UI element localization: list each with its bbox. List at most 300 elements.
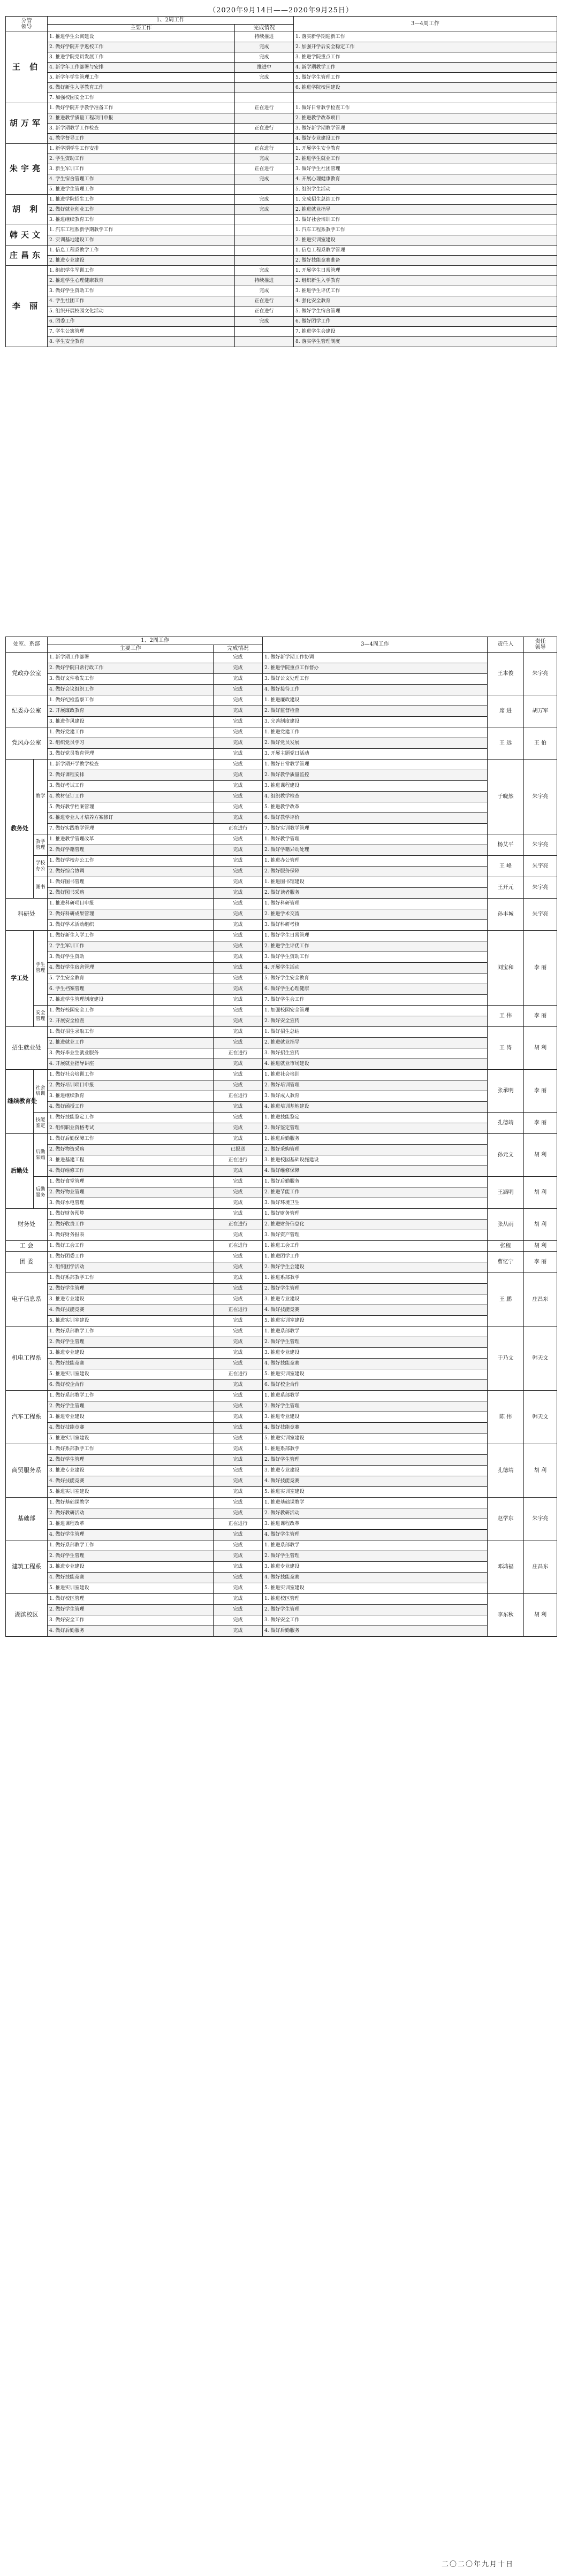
table-row — [6, 706, 557, 717]
table-row — [6, 93, 557, 103]
responsible-person: 王 伟 — [488, 1006, 524, 1027]
task-week34: 3. 推进专业建设 — [263, 1412, 488, 1423]
task-status: 正在进行 — [214, 1091, 263, 1102]
task-week12: 3. 新生军训工作 — [48, 164, 235, 174]
department-name: 汽车工程系 — [6, 1391, 48, 1444]
leader-name: 胡 利 — [6, 195, 48, 225]
task-week34: 3. 完善制度建设 — [263, 717, 488, 727]
table-row — [6, 1466, 557, 1476]
task-status: 完成 — [235, 195, 294, 205]
task-week12: 6. 团委工作 — [48, 317, 235, 327]
task-week34: 6. 做好教学评价 — [263, 813, 488, 824]
table-row — [6, 1401, 557, 1412]
task-status: 持续推进 — [235, 276, 294, 286]
task-week34: 1. 加强校园安全管理 — [263, 1006, 488, 1016]
responsible-leader: 王 伯 — [524, 727, 557, 760]
task-week34: 4. 做好技能竞赛 — [263, 1305, 488, 1316]
table-row — [6, 867, 557, 877]
responsible-person: 于晓然 — [488, 760, 524, 834]
responsible-person: 张从雨 — [488, 1209, 524, 1241]
table-row — [6, 1573, 557, 1583]
responsible-person: 孔德靖 — [488, 1113, 524, 1134]
task-status: 完成 — [214, 1316, 263, 1327]
task-week12: 2. 推进教学质量工程项目申报 — [48, 113, 235, 124]
table-row — [6, 1273, 557, 1284]
task-status: 完成 — [214, 888, 263, 899]
task-status: 正在进行 — [214, 1048, 263, 1059]
table-row — [6, 1102, 557, 1113]
task-week12: 2. 做好科研成果管理 — [48, 909, 214, 920]
task-status: 完成 — [235, 42, 294, 52]
task-status: 完成 — [214, 653, 263, 663]
task-week34: 5. 组织学生活动 — [294, 185, 557, 195]
table-row — [6, 1444, 557, 1455]
task-week12: 5. 推进学生管理工作 — [48, 185, 235, 195]
date-range: （2020年9月14日——2020年9月25日） — [209, 6, 353, 14]
task-week34: 5. 做好学生安全教育 — [263, 973, 488, 984]
table-row — [6, 1423, 557, 1433]
task-week12: 3. 做好财务报表 — [48, 1230, 214, 1241]
task-week34: 5. 推进实训室建设 — [263, 1316, 488, 1327]
task-week34: 3. 做好新学期教学管理 — [294, 124, 557, 134]
task-week34: 3. 推进课程改革 — [263, 1519, 488, 1530]
task-week34: 2. 做好学生管理 — [263, 1337, 488, 1348]
table-row — [6, 1626, 557, 1637]
task-status: 完成 — [214, 1113, 263, 1123]
task-status: 完成 — [214, 1337, 263, 1348]
task-week34: 3. 推进课程建设 — [263, 781, 488, 792]
table-row — [6, 813, 557, 824]
task-status: 完成 — [214, 1530, 263, 1540]
task-week12: 1. 汽车工程系新学期教学工作 — [48, 225, 235, 235]
task-week34: 1. 做好日常教学管理 — [263, 760, 488, 770]
task-status: 完成 — [214, 1348, 263, 1359]
table-row — [6, 317, 557, 327]
task-week12: 1. 组织学生军训工作 — [48, 266, 235, 276]
table-row — [6, 920, 557, 931]
task-week34 — [294, 93, 557, 103]
task-status: 推进中 — [235, 63, 294, 73]
task-week12: 1. 做好工会工作 — [48, 1241, 214, 1252]
task-week34: 4. 做好后勤服务 — [263, 1626, 488, 1637]
task-status: 完成 — [214, 1444, 263, 1455]
task-status: 完成 — [214, 1605, 263, 1615]
task-week34: 5. 推进实训室建设 — [263, 1583, 488, 1594]
table-row — [6, 1123, 557, 1134]
task-week12: 6. 做好校企合作 — [48, 1380, 214, 1391]
task-week12: 7. 学生公寓管理 — [48, 327, 235, 337]
task-week12: 1. 做好校区管理 — [48, 1594, 214, 1605]
leader-name: 朱宇亮 — [6, 144, 48, 195]
table-row — [6, 1412, 557, 1423]
table-row — [6, 225, 557, 235]
responsible-leader: 胡 利 — [524, 1209, 557, 1241]
task-week12: 1. 做好技能鉴定工作 — [48, 1113, 214, 1123]
task-week12: 3. 推进基建工程 — [48, 1155, 214, 1166]
task-status: 完成 — [214, 663, 263, 674]
responsible-leader: 李 丽 — [524, 1252, 557, 1273]
task-status: 正在进行 — [235, 144, 294, 154]
task-week34: 4. 强化安全教育 — [294, 296, 557, 306]
task-week34: 6. 做好团学工作 — [294, 317, 557, 327]
task-status: 完成 — [214, 867, 263, 877]
table-row — [6, 185, 557, 195]
responsible-leader: 庄昌东 — [524, 1273, 557, 1327]
task-week12: 3. 做好党员教育管理 — [48, 749, 214, 760]
task-week12: 2. 组织党员学习 — [48, 738, 214, 749]
task-week12: 2. 做好收费工作 — [48, 1220, 214, 1230]
task-week34: 6. 做好校企合作 — [263, 1380, 488, 1391]
task-week34: 2. 推进就业指导 — [263, 1038, 488, 1048]
table-row — [6, 952, 557, 963]
task-status: 完成 — [214, 877, 263, 888]
table-row — [6, 52, 557, 63]
table-row — [6, 1048, 557, 1059]
responsible-person: 张程 — [488, 1241, 524, 1252]
task-status: 完成 — [214, 1209, 263, 1220]
task-week34: 1. 推进廉政建设 — [263, 695, 488, 706]
task-week34: 3. 推进专业建设 — [263, 1562, 488, 1573]
task-week12: 4. 做好学生宿舍管理 — [48, 963, 214, 973]
table-row — [6, 738, 557, 749]
task-status: 正在进行 — [214, 824, 263, 834]
task-status — [235, 113, 294, 124]
task-status: 完成 — [214, 1262, 263, 1273]
col-leader-header: 责任 领导 — [524, 637, 557, 653]
task-week34: 1. 做好新学期工作协调 — [263, 653, 488, 663]
table-row — [6, 174, 557, 185]
task-week12: 3. 做好考试工作 — [48, 781, 214, 792]
task-status: 完成 — [235, 154, 294, 164]
task-week12: 3. 做好毕业生就业服务 — [48, 1048, 214, 1059]
task-status — [235, 337, 294, 347]
task-week12: 5. 推进实训室建设 — [48, 1369, 214, 1380]
task-week34: 4. 做好技能竞赛 — [263, 1573, 488, 1583]
subsection-name: 后勤 服务 — [34, 1177, 48, 1209]
task-week34: 1. 推进办公管理 — [263, 856, 488, 867]
task-week34: 4. 新学期教学工作 — [294, 63, 557, 73]
task-week12: 2. 做好学生管理 — [48, 1455, 214, 1466]
task-week34: 3. 推进学生评优工作 — [294, 286, 557, 296]
task-week34: 1. 做好财务管理 — [263, 1209, 488, 1220]
subsection-name: 安全 管理 — [34, 1006, 48, 1027]
task-status: 正在进行 — [214, 1369, 263, 1380]
task-status: 正在进行 — [235, 296, 294, 306]
responsible-leader: 朱宇亮 — [524, 877, 557, 899]
subsection-name: 教学 管理 — [34, 834, 48, 856]
department-name: 科研处 — [6, 899, 48, 931]
task-week12: 1. 做好食堂管理 — [48, 1177, 214, 1187]
task-status: 完成 — [214, 1006, 263, 1016]
task-status: 正在进行 — [214, 1519, 263, 1530]
task-week34: 2. 做好采购管理 — [263, 1145, 488, 1155]
task-week12: 3. 新学期教学工作检查 — [48, 124, 235, 134]
responsible-leader: 李 丽 — [524, 931, 557, 1006]
table-row — [6, 984, 557, 995]
subsection-name: 学校 办公 — [34, 856, 48, 877]
responsible-leader: 朱宇亮 — [524, 856, 557, 877]
task-status: 完成 — [214, 1038, 263, 1048]
task-status: 完成 — [214, 749, 263, 760]
task-week34: 2. 做好技能竞赛准备 — [294, 256, 557, 266]
task-week12: 3. 推进学院党员发展工作 — [48, 52, 235, 63]
task-status: 完成 — [214, 920, 263, 931]
task-week12: 1. 推进学生公寓建设 — [48, 32, 235, 42]
task-week12: 5. 推进实训室建设 — [48, 1433, 214, 1444]
table-row — [6, 1220, 557, 1230]
task-week34: 1. 推进系部教学 — [263, 1391, 488, 1401]
table-row — [6, 1027, 557, 1038]
table-row — [6, 802, 557, 813]
responsible-leader: 胡 利 — [524, 1134, 557, 1177]
task-week34: 1. 推进后勤服务 — [263, 1134, 488, 1145]
task-week12: 8. 学生安全教育 — [48, 337, 235, 347]
task-week34: 1. 完成招生总结工作 — [294, 195, 557, 205]
task-week12: 1. 做好系部教学工作 — [48, 1273, 214, 1284]
task-status: 完成 — [214, 1230, 263, 1241]
table-row — [6, 256, 557, 266]
task-week12: 4. 做好技能竞赛 — [48, 1359, 214, 1369]
task-status: 完成 — [214, 738, 263, 749]
task-week12: 4. 做好技能竞赛 — [48, 1423, 214, 1433]
task-status: 完成 — [214, 1626, 263, 1637]
task-week12: 3. 推进继续教育工作 — [48, 215, 235, 225]
table-row — [6, 205, 557, 215]
responsible-leader: 胡 利 — [524, 1444, 557, 1498]
table-row — [6, 113, 557, 124]
task-status: 正在进行 — [214, 1220, 263, 1230]
task-status: 完成 — [214, 685, 263, 695]
task-week12: 3. 推进课程改革 — [48, 1519, 214, 1530]
task-week34: 6. 做好学生心理健康 — [263, 984, 488, 995]
task-week34: 5. 推进实训室建设 — [263, 1487, 488, 1498]
table-row — [6, 1540, 557, 1551]
task-week12: 5. 组织开展校园文化活动 — [48, 306, 235, 317]
task-week12: 2. 组织职业资格考试 — [48, 1123, 214, 1134]
table-row — [6, 1327, 557, 1337]
task-status — [235, 256, 294, 266]
task-week34: 4. 做好专业建设工作 — [294, 134, 557, 144]
task-week12: 5. 推进实训室建设 — [48, 1316, 214, 1327]
table-row — [6, 781, 557, 792]
task-week34: 2. 做好服务保障 — [263, 867, 488, 877]
task-status: 正在进行 — [235, 306, 294, 317]
responsible-leader: 韩天文 — [524, 1327, 557, 1391]
task-week34: 4. 做好技能竞赛 — [263, 1476, 488, 1487]
table-row — [6, 63, 557, 73]
task-week12: 4. 做好维修工作 — [48, 1166, 214, 1177]
table-row — [6, 83, 557, 93]
footer-date: 二〇二〇年九月十日 — [441, 2560, 514, 2569]
responsible-leader: 朱宇亮 — [524, 899, 557, 931]
responsible-person: 于乃文 — [488, 1327, 524, 1391]
task-week12: 6. 做好新生入学教育工作 — [48, 83, 235, 93]
table-row — [6, 1284, 557, 1294]
task-week12: 2. 开展廉政教育 — [48, 706, 214, 717]
task-week34: 1. 开展学生日常管理 — [294, 266, 557, 276]
task-status: 完成 — [214, 1187, 263, 1198]
task-week34: 1. 汽车工程系教学工作 — [294, 225, 557, 235]
table-row — [6, 1006, 557, 1016]
task-status: 完成 — [214, 1476, 263, 1487]
task-week34: 1. 推进系部教学 — [263, 1444, 488, 1455]
table-row — [6, 1359, 557, 1369]
task-week12: 3. 推进专业建设 — [48, 1562, 214, 1573]
task-week34: 2. 推进财务信息化 — [263, 1220, 488, 1230]
task-week34: 7. 做好实训教学管理 — [263, 824, 488, 834]
table-row — [6, 963, 557, 973]
task-week12: 3. 推进专业建设 — [48, 1412, 214, 1423]
col-main-work-header: 主要工作 — [48, 24, 235, 32]
task-week12: 4. 做好后勤服务 — [48, 1626, 214, 1637]
task-week12: 6. 推进专业人才培养方案修订 — [48, 813, 214, 824]
task-week12: 7. 加强校园安全工作 — [48, 93, 235, 103]
responsible-person: 王本俊 — [488, 653, 524, 695]
table-row — [6, 1594, 557, 1605]
task-week34: 2. 推进就业指导 — [294, 205, 557, 215]
table-row — [6, 1166, 557, 1177]
task-week12: 2. 做好学生管理 — [48, 1284, 214, 1294]
table-row — [6, 1113, 557, 1123]
leader-name: 王 伯 — [6, 32, 48, 103]
task-week34: 2. 做好学生会建设 — [263, 1262, 488, 1273]
task-week34: 3. 开展主题党日活动 — [263, 749, 488, 760]
table-row — [6, 1337, 557, 1348]
table-row — [6, 909, 557, 920]
responsible-leader: 胡 利 — [524, 1027, 557, 1070]
task-week12: 3. 推进继续教育 — [48, 1091, 214, 1102]
task-week34: 2. 推进学生就业工作 — [294, 154, 557, 164]
task-week34: 3. 推进专业建设 — [263, 1466, 488, 1476]
task-week12: 2. 做好学生管理 — [48, 1605, 214, 1615]
task-week34: 3. 做好公文处理工作 — [263, 674, 488, 685]
task-week12: 1. 信息工程系教学工作 — [48, 246, 235, 256]
table-row — [6, 770, 557, 781]
department-name: 纪委办公室 — [6, 695, 48, 727]
task-status: 完成 — [235, 266, 294, 276]
task-week12: 1. 做好财务预算 — [48, 1209, 214, 1220]
task-week12: 2. 做好教研活动 — [48, 1508, 214, 1519]
table-row — [6, 1348, 557, 1359]
task-week34: 1. 做好科研管理 — [263, 899, 488, 909]
task-week12: 2. 做好学院日常行政工作 — [48, 663, 214, 674]
task-week12: 2. 学生军训工作 — [48, 941, 214, 952]
col-dept-header: 处室、系部 — [6, 637, 48, 653]
task-week12: 1. 新学期学生工作安排 — [48, 144, 235, 154]
task-status: 完成 — [214, 1273, 263, 1284]
task-week12: 4. 做好技能竞赛 — [48, 1305, 214, 1316]
task-status: 完成 — [214, 1573, 263, 1583]
table-row — [6, 1583, 557, 1594]
task-week34: 2. 做好鉴定管理 — [263, 1123, 488, 1134]
task-status: 完成 — [214, 802, 263, 813]
task-week34: 4. 开展心理健康教育 — [294, 174, 557, 185]
task-status: 正在进行 — [214, 1305, 263, 1316]
col-week34-header: 3—4周工作 — [294, 17, 557, 32]
table-row — [6, 1091, 557, 1102]
task-week12: 2. 做好学生管理 — [48, 1551, 214, 1562]
responsible-person: 李东秋 — [488, 1594, 524, 1637]
task-week34: 2. 做好读者服务 — [263, 888, 488, 899]
task-week34: 2. 做好教学质量监控 — [263, 770, 488, 781]
task-status — [235, 215, 294, 225]
subsection-name: 图书 — [34, 877, 48, 899]
subsection-name: 学生 管理 — [34, 931, 48, 1006]
task-status: 完成 — [214, 1294, 263, 1305]
table-row — [6, 760, 557, 770]
task-status: 完成 — [235, 286, 294, 296]
table-row — [6, 792, 557, 802]
task-status: 完成 — [214, 952, 263, 963]
task-status: 完成 — [214, 1498, 263, 1508]
table-row — [6, 899, 557, 909]
task-week34: 3. 做好科研考核 — [263, 920, 488, 931]
task-status: 完成 — [235, 317, 294, 327]
task-week34: 4. 做好技能竞赛 — [263, 1359, 488, 1369]
task-status: 完成 — [214, 770, 263, 781]
task-status: 完成 — [214, 973, 263, 984]
col-week12-header: 1、2周工作 — [48, 17, 294, 25]
task-status — [235, 246, 294, 256]
table-row — [6, 215, 557, 225]
task-status: 完成 — [214, 1540, 263, 1551]
task-week12: 5. 推进实训室建设 — [48, 1583, 214, 1594]
task-status: 完成 — [214, 931, 263, 941]
task-week34: 1. 推进图书馆建设 — [263, 877, 488, 888]
department-schedule-table — [5, 637, 557, 1637]
task-week34: 3. 推进校园基础设施建设 — [263, 1155, 488, 1166]
responsible-person: 曹忆宁 — [488, 1252, 524, 1273]
responsible-person: 张承明 — [488, 1070, 524, 1113]
responsible-person: 席 进 — [488, 695, 524, 727]
table-row — [6, 246, 557, 256]
table-row — [6, 1476, 557, 1487]
table-row — [6, 164, 557, 174]
task-week34: 4. 做好维修保障 — [263, 1166, 488, 1177]
table-row — [6, 1177, 557, 1187]
task-status: 完成 — [214, 1059, 263, 1070]
table-row — [6, 1433, 557, 1444]
task-status: 完成 — [214, 1177, 263, 1187]
task-week34: 1. 推进系部教学 — [263, 1540, 488, 1551]
task-week12: 1. 推进科研项目申报 — [48, 899, 214, 909]
task-week34: 2. 推进学院重点工作督办 — [263, 663, 488, 674]
table-row — [6, 1155, 557, 1166]
leader-name: 胡万军 — [6, 103, 48, 144]
responsible-person: 王 远 — [488, 727, 524, 760]
department-name: 招生就业处 — [6, 1027, 48, 1070]
task-status: 完成 — [214, 760, 263, 770]
task-week12: 7. 推进学生管理制度建设 — [48, 995, 214, 1006]
task-week12: 3. 推进作风建设 — [48, 717, 214, 727]
table-row — [6, 134, 557, 144]
task-status: 完成 — [214, 1412, 263, 1423]
table-row — [6, 1059, 557, 1070]
department-name: 商贸服务系 — [6, 1444, 48, 1498]
task-week34: 3. 做好学生资助工作 — [263, 952, 488, 963]
task-status: 完成 — [214, 1198, 263, 1209]
task-week34: 3. 做好成人教育 — [263, 1091, 488, 1102]
task-week34: 5. 推进实训室建设 — [263, 1369, 488, 1380]
department-name: 学工处 — [6, 931, 34, 1027]
task-week12: 7. 做好实践教学管理 — [48, 824, 214, 834]
task-status: 完成 — [214, 1466, 263, 1476]
task-week34: 3. 做好安全工作 — [263, 1615, 488, 1626]
department-name: 湖滨校区 — [6, 1594, 48, 1637]
task-status: 完成 — [214, 1080, 263, 1091]
table-row — [6, 685, 557, 695]
responsible-person: 王 鹏 — [488, 1273, 524, 1327]
